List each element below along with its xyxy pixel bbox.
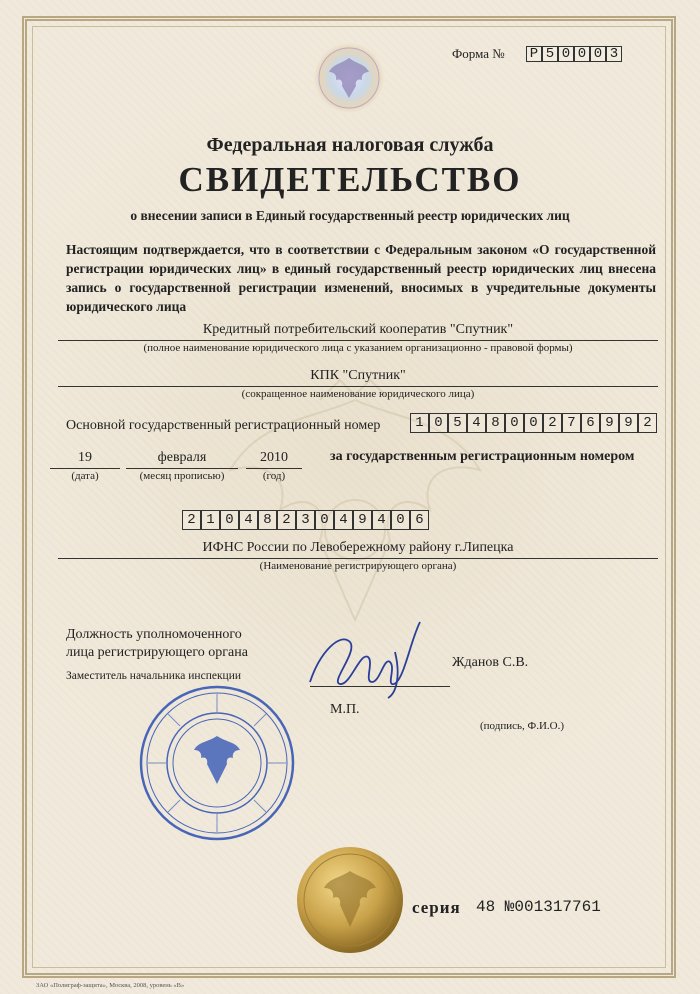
- ogrn-digit: 2: [638, 413, 657, 433]
- registration-digit: 6: [410, 510, 429, 530]
- authorized-position: [66, 626, 248, 662]
- ogrn-digit: 0: [524, 413, 543, 433]
- form-code-cell: 0: [574, 46, 590, 62]
- registration-digit: 4: [372, 510, 391, 530]
- registration-digit: 2: [182, 510, 201, 530]
- form-code-cell: 0: [590, 46, 606, 62]
- ogrn-digit: 2: [543, 413, 562, 433]
- ogrn-digit: 9: [619, 413, 638, 433]
- full-name-field: Кредитный потребительский кооператив "Спутник": [58, 322, 658, 341]
- gold-seal-icon: [295, 845, 405, 955]
- form-code-cell: 0: [558, 46, 574, 62]
- signer-name: Жданов С.В.: [452, 655, 529, 670]
- ogrn-digit: 0: [429, 413, 448, 433]
- ogrn-digit: 8: [486, 413, 505, 433]
- signature-caption: (подпись, Ф.И.О.): [480, 720, 564, 732]
- form-code-cell: Р: [526, 46, 542, 62]
- series-number: 48 №001317761: [476, 898, 601, 916]
- ogrn-digit: 0: [505, 413, 524, 433]
- registration-digit: 4: [239, 510, 258, 530]
- ogrn-digit: 9: [600, 413, 619, 433]
- registration-digit: 4: [334, 510, 353, 530]
- form-code-cell: 5: [542, 46, 558, 62]
- registration-digit: 0: [220, 510, 239, 530]
- ogrn-digit: 5: [448, 413, 467, 433]
- registration-digit: 9: [353, 510, 372, 530]
- date-month-caption: (месяц прописью): [139, 470, 225, 482]
- service-name: Федеральная налоговая служба: [206, 134, 494, 156]
- document-subtitle: о внесении записи в Единый государственный реестр юридических лиц: [130, 208, 570, 223]
- ogrn-number: [410, 413, 657, 433]
- form-code: [526, 46, 622, 62]
- ogrn-digit: 7: [562, 413, 581, 433]
- printer-imprint: ЗАО «Полиграф-защита», Москва, 2008, уровень «В»: [36, 982, 185, 989]
- official-stamp-icon: [138, 684, 296, 842]
- registration-digit: 8: [258, 510, 277, 530]
- date-day: 19: [50, 450, 120, 469]
- seal-place-label: М.П.: [330, 702, 360, 717]
- registration-digit: 2: [277, 510, 296, 530]
- ogrn-label: Основной государственный регистрационный номер: [66, 418, 381, 433]
- registration-number-label: за государственным регистрационным номером: [330, 449, 635, 464]
- date-day-caption: (дата): [71, 470, 99, 482]
- registration-digit: 3: [296, 510, 315, 530]
- ogrn-digit: 1: [410, 413, 429, 433]
- form-code-cell: 3: [606, 46, 622, 62]
- short-name-field: КПК "Спутник": [58, 368, 658, 387]
- registration-number: [182, 510, 429, 530]
- ogrn-digit: 4: [467, 413, 486, 433]
- registration-digit: 0: [391, 510, 410, 530]
- date-year-caption: (год): [262, 470, 286, 482]
- document-title: СВИДЕТЕЛЬСТВО: [178, 160, 522, 199]
- form-label: Форма №: [452, 46, 505, 61]
- ogrn-digit: 6: [581, 413, 600, 433]
- confirmation-paragraph: Настоящим подтверждается, что в соответствии с Федеральным законом «О государственной регистрации юридических лиц» в единый государственный реестр юридических лиц внесена запись о государственной регистрации изменений, вносимых в учредительные документы юридического лица: [66, 242, 656, 314]
- signature-line: [310, 686, 450, 687]
- handwritten-signature: [300, 612, 450, 702]
- series-label: серия: [412, 898, 461, 917]
- position-line-2: лица регистрирующего органа: [66, 645, 248, 660]
- date-year: 2010: [246, 450, 302, 469]
- registration-digit: 0: [315, 510, 334, 530]
- position-line-1: Должность уполномоченного: [66, 627, 242, 642]
- date-month: февраля: [126, 450, 238, 469]
- registration-digit: 1: [201, 510, 220, 530]
- authority-caption: (Наименование регистрирующего органа): [259, 560, 457, 572]
- hologram-emblem-icon: [311, 40, 387, 116]
- authority-name: ИФНС России по Левобережному району г.Липецка: [58, 540, 658, 559]
- short-name-caption: (сокращенное наименование юридического лица): [241, 388, 475, 400]
- deputy-title: Заместитель начальника инспекции: [66, 670, 241, 682]
- full-name-caption: (полное наименование юридического лица с указанием организационно - правовой формы): [143, 342, 573, 354]
